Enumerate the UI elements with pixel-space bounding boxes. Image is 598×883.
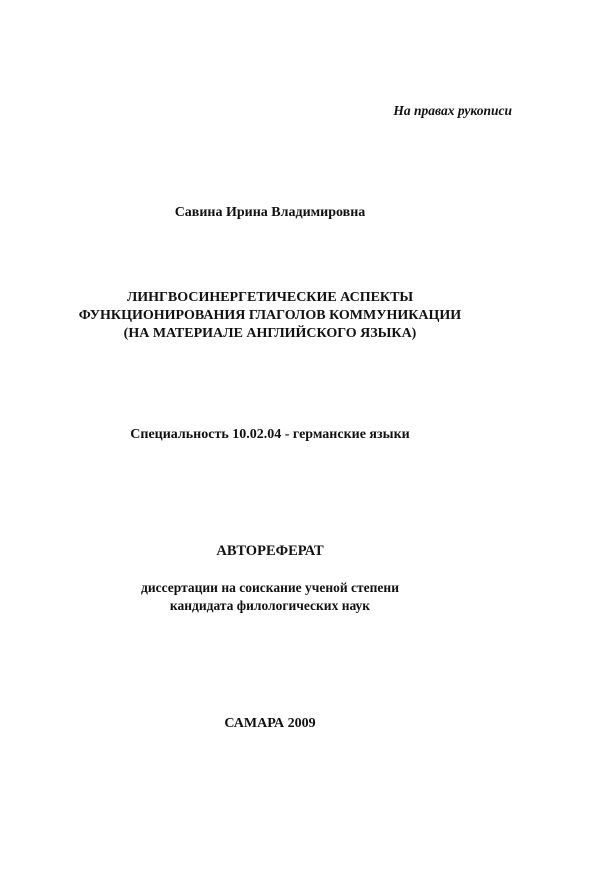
title-line-1: ЛИНГВОСИНЕРГЕТИЧЕСКИЕ АСПЕКТЫ — [126, 290, 414, 305]
dissertation-title — [0, 289, 540, 343]
document-type-heading: АВТОРЕФЕРАТ — [216, 543, 324, 559]
degree-line-1: диссертации на соискание ученой степени — [141, 580, 399, 595]
title-line-2: ФУНКЦИОНИРОВАНИЯ ГЛАГОЛОВ КОММУНИКАЦИИ — [78, 308, 462, 323]
degree-line-2: кандидата филологических наук — [169, 598, 371, 613]
author-name: Савина Ирина Владимировна — [174, 205, 366, 220]
degree-description — [0, 579, 540, 615]
city-year: САМАРА 2009 — [224, 716, 316, 731]
manuscript-rights-note: На правах рукописи — [393, 103, 512, 118]
specialty-line: Специальность 10.02.04 - германские языки — [130, 427, 410, 442]
title-line-3: (НА МАТЕРИАЛЕ АНГЛИЙСКОГО ЯЗЫКА) — [123, 326, 417, 341]
